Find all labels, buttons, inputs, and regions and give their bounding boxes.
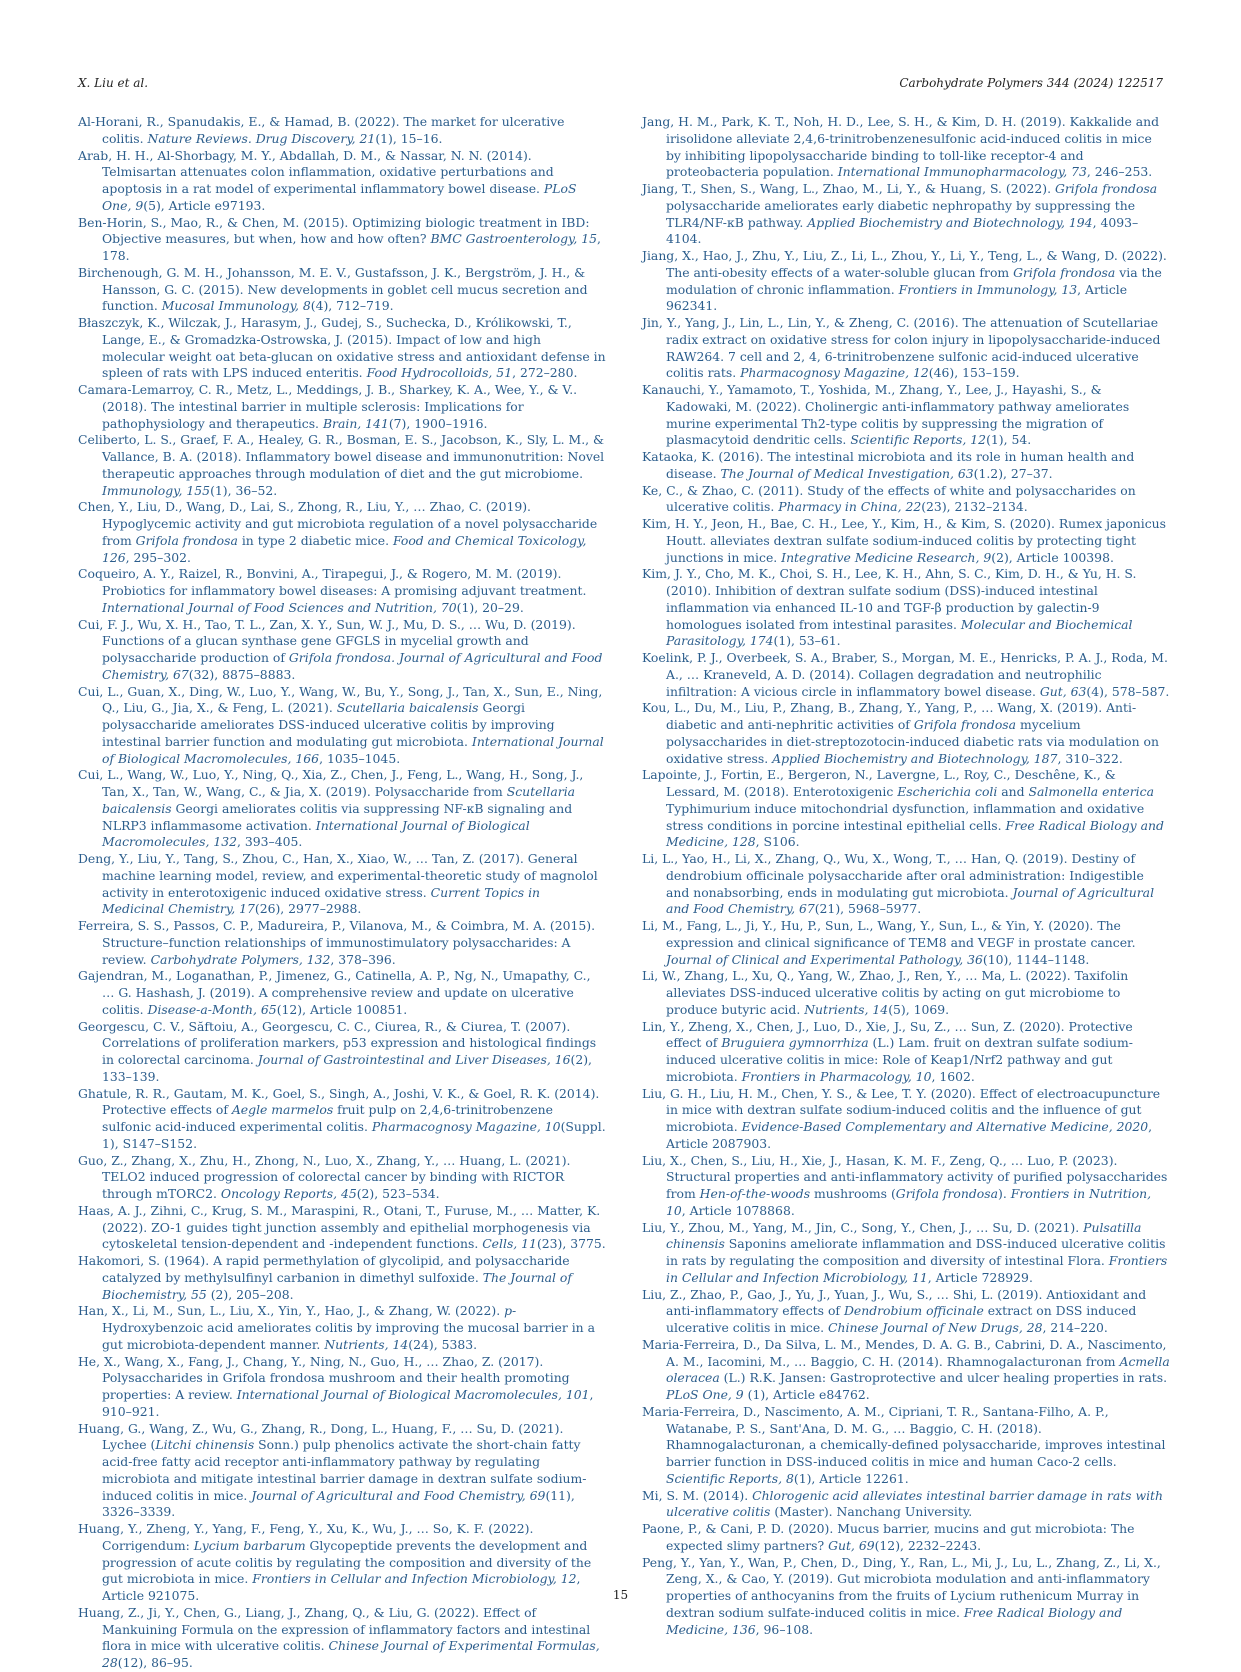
reference-text: Liu, Z., Zhao, P., Gao, J., Yu, J., Yuan, J., Wu, S., … Shi, L. (2019). Antioxidant and anti-inflammatory effects of — [642, 1286, 1147, 1319]
reference-text: (1), 20–29. — [456, 599, 524, 615]
reference-text: and — [997, 784, 1029, 799]
references-column-right — [642, 114, 1170, 1638]
reference-italic-text: Pharmacognosy Magazine, 12 — [740, 365, 929, 381]
reference-text: Ghatule, R. R., Gautam, M. K., Goel, S., Singh, A., Joshi, V. K., & Goel, R. K. (2014). Protective effects of — [78, 1085, 600, 1118]
reference-text: (26), 2977–2988. — [254, 901, 362, 917]
reference-text: (1), 54. — [986, 432, 1032, 448]
reference-entry — [642, 1019, 1170, 1086]
reference-italic-text: PLoS One, 9 — [666, 1387, 744, 1402]
reference-text: Cui, L., Guan, X., Ding, W., Luo, Y., Wang, W., Bu, Y., Song, J., Tan, X., Sun, E., Ning, Q., Liu, G., Jia, X., & Feng, L. (2021). — [78, 683, 603, 716]
reference-entry — [78, 1153, 606, 1203]
reference-entry — [642, 516, 1170, 566]
reference-entry — [78, 432, 606, 499]
reference-entry — [78, 851, 606, 918]
reference-italic-text: Food Hydrocolloids, 51 — [366, 365, 513, 381]
reference-text: (12), 86–95. — [117, 1655, 193, 1670]
reference-italic-text: Scutellaria baicalensis — [102, 784, 576, 816]
reference-entry — [78, 499, 606, 566]
reference-text: Al-Horani, R., Spanudakis, E., & Hamad, B. (2022). The market for ulcerative colitis. — [78, 114, 565, 146]
reference-entry — [642, 1220, 1170, 1287]
reference-text: (2), 205–208. — [206, 1286, 294, 1302]
reference-text: Kanauchi, Y., Yamamoto, T., Yoshida, M., Zhang, Y., Lee, J., Hayashi, S., & Kadowaki, M. (2022). Cholinergic anti-inflammatory pathway ameliorates murine experimental Th2-type colitis by suppressing the migration of plasmacytoid dendritic cells. — [642, 382, 1130, 448]
reference-text: Gajendran, M., Loganathan, P., Jimenez, G., Catinella, A. P., Ng, N., Umapathy, C., … G. Hashash, J. (2019). A comprehensive review and update on ulcerative colitis. — [78, 968, 591, 1017]
reference-text: He, X., Wang, X., Fang, J., Chang, Y., Ning, N., Guo, H., … Zhao, Z. (2017). Polysaccharides in Grifola frondosa mushroom and their health promoting properties: A review. — [78, 1353, 570, 1402]
reference-italic-text: Acmella oleracea — [666, 1353, 1170, 1386]
reference-entry — [642, 566, 1170, 650]
reference-text: , 910–921. — [102, 1387, 594, 1419]
reference-text: , Article 1078868. — [681, 1202, 795, 1218]
reference-italic-text: International Journal of Biological Macromolecules, 166 — [102, 733, 604, 766]
reference-italic-text: Grifola frondosa — [1013, 264, 1116, 280]
reference-entry — [642, 248, 1170, 315]
reference-italic-text: The Journal of Medical Investigation, 63 — [720, 465, 974, 481]
reference-italic-text: Grifola frondosa — [913, 717, 1017, 732]
reference-text: Typhimurium induce mitochondrial dysfunction, inflammation and oxidative stress conditions in porcine intestinal epithelial cells. — [666, 800, 1145, 833]
reference-text: , Article 728929. — [927, 1269, 1033, 1285]
reference-entry — [642, 382, 1170, 449]
reference-text: Chen, Y., Liu, D., Wang, D., Lai, S., Zhong, R., Liu, Y., … Zhao, C. (2019). Hypoglycemic activity and gut microbiota regulation of a novel polysaccharide from — [78, 499, 598, 548]
reference-text: (5), Article e97193. — [143, 197, 266, 213]
reference-text: Haas, A. J., Zihni, C., Krug, S. M., Maraspini, R., Otani, T., Furuse, M., … Matter, K. (2022). ZO-1 guides tight junction assembly and epithelial morphogenesis via cytoskeletal tension-dependent and -independent functions. — [78, 1202, 601, 1252]
reference-italic-text: International Journal of Food Sciences and Nutrition, 70 — [102, 599, 457, 615]
reference-italic-text: Pharmacognosy Magazine, 10 — [371, 1119, 561, 1134]
reference-italic-text: Gut, 63 — [1039, 683, 1087, 699]
reference-text: (5), 1069. — [888, 1001, 950, 1017]
reference-text: Mi, S. M. (2014). — [642, 1487, 753, 1503]
reference-text: Hakomori, S. (1964). A rapid permethylation of glycolipid, and polysaccharide catalyzed by methylsulfinyl carbanion in dimethyl sulfoxide. — [78, 1253, 570, 1285]
reference-text: polysaccharide ameliorates early diabetic nephropathy by suppressing the TLR4/NF-κB pathway. — [666, 197, 1136, 230]
reference-text: , 272–280. — [512, 365, 578, 381]
reference-entry — [642, 1337, 1170, 1404]
reference-text: Paone, P., & Cani, P. D. (2020). Mucus barrier, mucins and gut microbiota: The expected slimy partners? — [642, 1521, 1135, 1553]
reference-italic-text: Carbohydrate Polymers, 132 — [150, 951, 331, 967]
reference-entry — [78, 767, 606, 851]
reference-text: , 178. — [102, 231, 601, 263]
reference-text: Koelink, P. J., Overbeek, S. A., Braber, S., Morgan, M. E., Henricks, P. A. J., Roda, M. A., … Kraneveld, A. D. (2014). Collagen degradation and neutrophilic infiltration: A vicious circle in inflammatory bowel disease. — [642, 650, 1168, 699]
reference-text: Birchenough, G. M. H., Johansson, M. E. V., Gustafsson, J. K., Bergström, J. H., & Hansson, G. C. (2015). New developments in goblet cell mucus secretion and function. — [78, 264, 588, 314]
reference-entry — [78, 566, 606, 616]
reference-entry — [642, 851, 1170, 918]
reference-italic-text: BMC Gastroenterology, 15 — [430, 231, 598, 247]
reference-text: (2), 133–139. — [102, 1052, 592, 1084]
reference-entry — [78, 1354, 606, 1421]
reference-text: , 4093–4104. — [666, 214, 1139, 247]
reference-entry — [78, 968, 606, 1018]
reference-entry — [78, 1086, 606, 1153]
reference-text: Saponins ameliorate inflammation and DSS-induced ulcerative colitis in rats by regulating the composition and diversity of intestinal Flora. — [666, 1236, 1166, 1268]
reference-text: Huang, Y., Zheng, Y., Yang, F., Feng, Y., Xu, K., Wu, J., … So, K. F. (2022). Corrigendum: — [78, 1521, 534, 1553]
reference-text: mushrooms ( — [810, 1186, 896, 1201]
reference-entry — [78, 617, 606, 684]
reference-text: (10), 1144–1148. — [982, 951, 1090, 967]
reference-italic-text: Salmonella enterica — [1028, 784, 1154, 799]
reference-italic-text: Dendrobium officinale — [843, 1303, 984, 1319]
reference-text: Glycopeptide prevents the development and progression of acute colitis by regulating the composition and diversity of the gut microbiota in mice. — [102, 1537, 592, 1587]
reference-italic-text: Brain, 141 — [322, 415, 389, 431]
reference-italic-text: Litchi chinensis — [155, 1437, 255, 1453]
reference-text: (12), 2232–2243. — [874, 1537, 982, 1553]
reference-entry — [78, 1253, 606, 1303]
reference-text: (24), 5383. — [408, 1336, 478, 1352]
reference-text: (23), 3775. — [536, 1236, 606, 1252]
reference-text: Jiang, X., Hao, J., Zhu, Y., Liu, Z., Li, L., Zhou, Y., Li, Y., Teng, L., & Wang, D. (2022). The anti-obesity effects of a water-soluble glucan from — [642, 248, 1167, 280]
reference-italic-text: Integrative Medicine Research, 9 — [781, 549, 992, 565]
reference-text: Cui, L., Wang, W., Luo, Y., Ning, Q., Xia, Z., Chen, J., Feng, L., Wang, H., Song, J., Tan, X., Tan, W., Wang, C., & Jia, X. (2019). Polysaccharide from — [78, 767, 584, 799]
reference-text: Ben-Horin, S., Mao, R., & Chen, M. (2015). Optimizing biologic treatment in IBD: Objective measures, but when, how and how often? — [78, 214, 590, 247]
reference-text: Huang, G., Wang, Z., Wu, G., Zhang, R., Dong, L., Huang, F., … Su, D. (2021). Lychee ( — [78, 1420, 564, 1453]
reference-text: Arab, H. H., Al-Shorbagy, M. Y., Abdallah, D. M., & Nassar, N. N. (2014). Telmisartan attenuates colon inflammation, oxidative perturbations and apoptosis in a rat model of experimental inflammatory bowel disease. — [78, 147, 554, 196]
reference-italic-text: Journal of Agricultural and Food Chemistry, 67 — [666, 884, 1155, 917]
reference-italic-text: Escherichia coli — [897, 784, 998, 799]
reference-italic-text: Journal of Clinical and Experimental Pathology, 36 — [666, 951, 983, 967]
reference-entry — [642, 114, 1170, 181]
reference-italic-text: Molecular and Biochemical Parasitology, 174 — [666, 616, 1133, 649]
reference-text: , 246–253. — [1086, 164, 1153, 180]
reference-italic-text: Nature Reviews. Drug Discovery, 21 — [147, 130, 376, 146]
reference-text: Coqueiro, A. Y., Raizel, R., Bonvini, A., Tirapegui, J., & Rogero, M. M. (2019). Probiotics for inflammatory bowel diseases: A promising adjuvant treatment. — [78, 566, 587, 598]
reference-text: , Article 2087903. — [666, 1119, 1153, 1151]
reference-italic-text: Gut, 69 — [828, 1537, 875, 1553]
reference-text: fruit pulp on 2,4,6-trinitrobenzene sulfonic acid-induced experimental colitis. — [102, 1102, 553, 1134]
reference-text: (11), 3326–3339. — [102, 1487, 575, 1520]
reference-italic-text: Lycium barbarum — [193, 1537, 306, 1553]
reference-italic-text: Pulsatilla chinensis — [666, 1219, 1142, 1252]
reference-text: (1.2), 27–37. — [973, 465, 1053, 481]
reference-text: , 295–302. — [125, 549, 191, 565]
reference-entry — [642, 315, 1170, 382]
reference-text: , 378–396. — [330, 951, 396, 967]
reference-text: , 310–322. — [1057, 750, 1123, 766]
reference-italic-text: Cells, 11 — [482, 1236, 537, 1252]
reference-italic-text: The Journal of Biochemistry, 55 — [102, 1269, 572, 1302]
reference-text: Maria-Ferreira, D., Nascimento, A. M., Cipriani, T. R., Santana-Filho, A. P., Watanabe, P. S., Sant'Ana, D. M. G., … Baggio, C. H. (2018). Rhamnogalacturonan, a chemically-defined polysaccharide, improves intestinal barrier function in DSS-induced colitis in mice and human Caco-2 cells. — [642, 1403, 1166, 1469]
reference-entry — [642, 1086, 1170, 1153]
reference-text: Ke, C., & Zhao, C. (2011). Study of the effects of white and polysaccharides on ulcerative colitis. — [642, 482, 1136, 515]
reference-entry — [642, 1153, 1170, 1220]
reference-text: Kataoka, K. (2016). The intestinal microbiota and its role in human health and disease. — [642, 449, 1135, 481]
reference-italic-text: International Journal of Biological Macromolecules, 101 — [236, 1387, 590, 1402]
reference-entry — [642, 1404, 1170, 1488]
reference-text: Georgi polysaccharide ameliorates DSS-induced ulcerative colitis by improving intestinal barrier function and modulating gut microbiota. — [102, 700, 555, 749]
reference-text: (1), Article 12261. — [793, 1470, 909, 1486]
reference-entry — [642, 700, 1170, 767]
reference-text: Peng, Y., Yan, Y., Wan, P., Chen, D., Ding, Y., Ran, L., Mi, J., Lu, L., Zhang, Z., Li, X., Zeng, X., & Cao, Y. (2019). Gut microbiota modulation and anti-inflammatory properties of anthocyanins from the fruits of Lycium ruthenicum Murray in dextran sodium sulfate-induced colitis in mice. — [642, 1554, 1161, 1620]
reference-italic-text: Chlorogenic acid alleviates intestinal barrier damage in rats with ulcerative colitis — [666, 1487, 1164, 1520]
reference-italic-text: Grifola frondosa — [895, 1186, 999, 1201]
reference-entry — [642, 181, 1170, 248]
reference-entry — [78, 148, 606, 215]
references-column-left — [78, 114, 606, 1672]
reference-italic-text: Disease-a-Month, 65 — [147, 1001, 277, 1017]
reference-entry — [78, 215, 606, 265]
reference-italic-text: Scutellaria baicalensis — [336, 700, 479, 716]
reference-text: Liu, G. H., Liu, H. M., Chen, Y. S., & Lee, T. Y. (2020). Effect of electroacupuncture in mice with dextran sulfate sodium-induced colitis and the influence of gut microbiota. — [642, 1085, 1161, 1134]
reference-italic-text: Grifola frondosa. Journal of Agricultural and Food Chemistry, 67 — [102, 650, 603, 682]
reference-text: Jang, H. M., Park, K. T., Noh, H. D., Lee, S. H., & Kim, D. H. (2019). Kakkalide and irisolidone alleviate 2,4,6-trinitrobenzenesulfonic acid-induced colitis in mice by inhibiting lipopolysaccharide binding to toll-like receptor-4 and proteobacteria population. — [642, 114, 1160, 180]
reference-entry — [78, 265, 606, 315]
reference-entry — [78, 1605, 606, 1672]
reference-entry — [642, 968, 1170, 1018]
reference-text: (21), 5968–5977. — [814, 901, 922, 917]
reference-italic-text: Frontiers in Cellular and Infection Microbiology, 11 — [666, 1253, 1168, 1285]
reference-italic-text: Scientific Reports, 12 — [850, 432, 987, 448]
reference-text: extract on DSS induced ulcerative colitis in mice. — [666, 1303, 1137, 1335]
reference-text: Georgi ameliorates colitis via suppressing NF-κB signaling and NLRP3 inflammasome activation. — [102, 800, 573, 833]
reference-italic-text: Grifola frondosa — [135, 532, 238, 548]
reference-text: (7), 1900–1916. — [388, 415, 488, 431]
reference-text: -Hydroxybenzoic acid ameliorates colitis by improving the mucosal barrier in a gut microbiota-dependent manner. — [102, 1303, 595, 1352]
reference-text: (12), Article 100851. — [276, 1001, 408, 1017]
reference-text: (1), 15–16. — [375, 130, 443, 146]
reference-entry — [78, 1019, 606, 1086]
reference-entry — [78, 1303, 606, 1353]
reference-text: , 393–405. — [237, 834, 303, 850]
reference-text: Jiang, T., Shen, S., Wang, L., Zhao, M., Li, Y., & Huang, S. (2022). — [642, 181, 1055, 196]
reference-text: (1), 53–61. — [773, 633, 841, 649]
reference-italic-text: Scientific Reports, 8 — [666, 1470, 794, 1486]
reference-text: Ferreira, S. S., Passos, C. P., Madureira, P., Vilanova, M., & Coimbra, M. A. (2015). Structure–function relationships of immunostimulatory polysaccharides: A review. — [78, 918, 596, 967]
reference-entry — [642, 1287, 1170, 1337]
reference-text: via the modulation of chronic inflammation. — [666, 264, 1162, 297]
reference-italic-text: Nutrients, 14 — [804, 1001, 889, 1017]
reference-entry — [78, 684, 606, 768]
reference-italic-text: Nutrients, 14 — [324, 1336, 409, 1352]
reference-italic-text: Immunology, 155 — [102, 482, 211, 498]
reference-text: , Article 921075. — [102, 1571, 581, 1603]
reference-text: in type 2 diabetic mice. — [237, 532, 393, 548]
reference-text: , S106. — [755, 834, 800, 850]
reference-text: (4), 578–587. — [1086, 683, 1170, 699]
reference-italic-text: Bruguiera gymnorrhiza — [721, 1035, 869, 1051]
reference-text: (1), Article e84762. — [743, 1387, 870, 1402]
reference-text: (L.) Lam. fruit on dextran sulfate sodium-induced ulcerative colitis in mice: Role of Keap1/Nrf2 pathway and gut microbiota. — [666, 1035, 1133, 1084]
reference-text: Sonn.) pulp phenolics activate the short-chain fatty acid-free fatty acid receptor anti-inflammatory pathway by regulating microbiota and mitigate intestinal barrier damage in dextran sulfate sodium-induced colitis in mice. — [102, 1437, 587, 1503]
reference-text: (46), 153–159. — [928, 365, 1020, 381]
reference-entry — [642, 918, 1170, 968]
reference-text: Błaszczyk, K., Wilczak, J., Harasym, J., Gudej, S., Suchecka, D., Królikowski, T., Lange, E., & Gromadzka-Ostrowska, J. (2015). Impact of low and high molecular weight oat beta-glucan on oxidative stress and antioxidant defense in spleen of rats with LPS induced enteritis. — [78, 315, 606, 381]
reference-text: Maria-Ferreira, D., Da Silva, L. M., Mendes, D. A. G. B., Cabrini, D. A., Nascimento, A. M., Iacomini, M., … Baggio, C. H. (2014). Rhamnogalacturonan from — [642, 1336, 1167, 1369]
reference-text: Celiberto, L. S., Graef, F. A., Healey, G. R., Bosman, E. S., Jacobson, K., Sly, L. M., & Vallance, B. A. (2018). Inflammatory bowel disease and immunonutrition: Novel therapeutic approaches through modulation of diet and the gut microbiome. — [78, 432, 605, 481]
reference-text: (Suppl. 1), S147–S152. — [102, 1119, 606, 1151]
reference-italic-text: Grifola frondosa — [1054, 181, 1158, 196]
reference-italic-text: Frontiers in Nutrition, 10 — [666, 1186, 1152, 1218]
reference-italic-text: Evidence-Based Complementary and Alternative Medicine, 2020 — [741, 1119, 1149, 1134]
reference-italic-text: Free Radical Biology and Medicine, 128 — [666, 817, 1164, 850]
reference-text: Guo, Z., Zhang, X., Zhu, H., Zhong, N., Luo, X., Zhang, Y., … Huang, L. (2021). TELO2 induced progression of colorectal cancer by binding with RICTOR through mTORC2. — [78, 1152, 571, 1201]
reference-text: Liu, X., Chen, S., Liu, H., Xie, J., Hasan, K. M. F., Zeng, Q., … Luo, P. (2023). Structural properties and anti-inflammatory activity of purified polysaccharides from — [642, 1152, 1168, 1201]
reference-italic-text: International Journal of Biological Macromolecules, 132 — [102, 817, 530, 850]
reference-text: Li, L., Yao, H., Li, X., Zhang, Q., Wu, X., Wong, T., … Han, Q. (2019). Destiny of dendrobium officinale polysaccharide after oral administration: Indigestible and nonabsorbing, ends in modulating gut microbiota. — [642, 851, 1144, 900]
reference-text: (L.) R.K. Jansen: Gastroprotective and ulcer healing properties in rats. — [719, 1370, 1168, 1386]
reference-entry — [642, 483, 1170, 517]
reference-text: Kim, J. Y., Cho, M. K., Choi, S. H., Lee, K. H., Ahn, S. C., Kim, D. H., & Yu, H. S. (2010). Inhibition of dextran sulfate sodium (DSS)-induced intestinal inflammation via enhanced IL-10 and TGF-β production by galectin-9 homologues isolated from intestinal parasites. — [642, 566, 1137, 632]
reference-text: (1), 36–52. — [210, 482, 278, 498]
reference-italic-text: International Immunopharmacology, 73 — [837, 164, 1087, 180]
reference-text: Deng, Y., Liu, Y., Tang, S., Zhou, C., Han, X., Xiao, W., … Tan, Z. (2017). General machine learning model, review, and experimental-theoretic study of magnolol activity in enterotoxigenic induced oxidative stress. — [78, 851, 598, 900]
reference-text: Cui, F. J., Wu, X. H., Tao, T. L., Zan, X. Y., Sun, W. J., Mu, D. S., … Wu, D. (2019). Functions of a glucan synthase gene GFGLS in mycelial growth and polysaccharide production of — [78, 616, 576, 665]
reference-italic-text: Aegle marmelos — [231, 1102, 334, 1118]
reference-text: (4), 712–719. — [310, 298, 394, 314]
reference-italic-text: Oncology Reports, 45 — [220, 1186, 357, 1201]
reference-entry — [78, 1421, 606, 1522]
reference-italic-text: Chinese Journal of Experimental Formulas, 28 — [102, 1638, 600, 1670]
reference-italic-text: Free Radical Biology and Medicine, 136 — [666, 1604, 1123, 1637]
reference-italic-text: Applied Biochemistry and Biotechnology, 194 — [807, 214, 1093, 230]
reference-italic-text: Mucosal Immunology, 8 — [161, 298, 311, 314]
reference-entry — [642, 650, 1170, 700]
running-header-authors: X. Liu et al. — [78, 76, 149, 90]
reference-text: (23), 2132–2134. — [921, 499, 1028, 515]
reference-text: Kou, L., Du, M., Liu, P., Zhang, B., Zhang, Y., Yang, P., … Wang, X. (2019). Anti-diabetic and anti-nephritic activities of — [642, 700, 1137, 732]
reference-italic-text: PLoS One, 9 — [102, 181, 577, 213]
reference-italic-text: Current Topics in Medicinal Chemistry, 17 — [102, 884, 541, 917]
reference-text: (2), Article 100398. — [991, 549, 1114, 565]
reference-text: Georgescu, C. V., Săftoiu, A., Georgescu, C. C., Ciurea, R., & Ciurea, T. (2007). Correlations of proliferation markers, p53 expression and histological findings in colorectal carcinoma. — [78, 1018, 597, 1067]
page-number: 15 — [612, 1588, 629, 1602]
reference-text: , 1035–1045. — [319, 750, 401, 766]
reference-entry — [78, 918, 606, 968]
reference-text: Li, W., Zhang, L., Xu, Q., Yang, W., Zhao, J., Ren, Y., … Ma, L. (2022). Taxifolin alleviates DSS-induced ulcerative colitis by acting on gut microbiome to produce butyric acid. — [642, 968, 1129, 1017]
reference-italic-text: Journal of Agricultural and Food Chemistry, 69 — [251, 1487, 546, 1503]
reference-italic-text: Pharmacy in China, 22 — [778, 499, 922, 515]
reference-italic-text: Frontiers in Pharmacology, 10 — [741, 1068, 932, 1084]
reference-italic-text: Chinese Journal of New Drugs, 28 — [828, 1320, 1043, 1335]
reference-text: Liu, Y., Zhou, M., Yang, M., Jin, C., Song, Y., Chen, J., … Su, D. (2021). — [642, 1219, 1084, 1235]
reference-text: , 1602. — [931, 1068, 975, 1084]
reference-text: Kim, H. Y., Jeon, H., Bae, C. H., Lee, Y., Kim, H., & Kim, S. (2020). Rumex japonicus Houtt. alleviates dextran sulfate sodium-induced colitis by protecting tight junctions in mice. — [642, 516, 1167, 565]
reference-text: (Master). Nanchang University. — [770, 1504, 973, 1520]
reference-entry — [642, 767, 1170, 851]
reference-text: Camara-Lemarroy, C. R., Metz, L., Meddings, J. B., Sharkey, K. A., Wee, Y., & V.. (2018). The intestinal barrier in multiple sclerosis: Implications for pathophysiology and therapeutics. — [78, 382, 578, 431]
reference-text: (2), 523–534. — [356, 1186, 440, 1201]
reference-entry — [642, 1488, 1170, 1522]
reference-text: Huang, Z., Ji, Y., Chen, G., Liang, J., Zhang, Q., & Liu, G. (2022). Effect of Mankuining Formula on the expression of inflammatory factors and intestinal flora in mice with ulcerative colitis. — [78, 1604, 591, 1654]
reference-italic-text: p — [504, 1303, 513, 1319]
reference-italic-text: Frontiers in Immunology, 13 — [898, 281, 1078, 297]
reference-text: ). — [998, 1186, 1011, 1201]
reference-entry — [78, 1203, 606, 1253]
reference-text: Li, M., Fang, L., Ji, Y., Hu, P., Sun, L., Wang, Y., Sun, L., & Yin, Y. (2020). The expression and clinical significance of TEM8 and VEGF in prostate cancer. — [642, 918, 1136, 950]
reference-text: Lapointe, J., Fortin, E., Bergeron, N., Lavergne, L., Roy, C., Deschêne, K., & Lessard, M. (2018). Enterotoxigenic — [642, 767, 1116, 799]
reference-text: (32), 8875–8883. — [188, 666, 296, 682]
reference-entry — [78, 114, 606, 148]
running-header-journal: Carbohydrate Polymers 344 (2024) 122517 — [899, 76, 1163, 90]
reference-entry — [78, 315, 606, 382]
reference-text: , Article 962341. — [666, 281, 1128, 314]
reference-text: Lin, Y., Zheng, X., Chen, J., Luo, D., Xie, J., Su, Z., … Sun, Z. (2020). Protective effect of — [642, 1018, 1133, 1051]
reference-entry — [642, 1521, 1170, 1555]
reference-italic-text: Frontiers in Cellular and Infection Microbiology, 12 — [252, 1571, 577, 1587]
reference-text: , 96–108. — [755, 1621, 814, 1637]
reference-entry — [642, 449, 1170, 483]
reference-text: mycelium polysaccharides in diet-streptozotocin-induced diabetic rats via modulation on oxidative stress. — [666, 717, 1159, 766]
reference-text: , 214–220. — [1042, 1320, 1108, 1335]
reference-italic-text: Hen-of-the-woods — [699, 1186, 811, 1201]
reference-text: Jin, Y., Yang, J., Lin, L., Lin, Y., & Zheng, C. (2016). The attenuation of Scutellariae radix extract on oxidative stress for colon injury in lipopolysaccharide-induced RAW264. 7 cell and 2, 4, 6-trinitrobenzene sulfonic acid-induced ulcerative colitis rats. — [642, 315, 1161, 381]
reference-italic-text: Applied Biochemistry and Biotechnology, 187 — [772, 750, 1058, 766]
reference-text: Han, X., Li, M., Sun, L., Liu, X., Yin, Y., Hao, J., & Zhang, W. (2022). — [78, 1303, 505, 1319]
reference-italic-text: Food and Chemical Toxicology, 126 — [102, 532, 587, 565]
reference-italic-text: Journal of Gastrointestinal and Liver Diseases, 16 — [257, 1052, 571, 1067]
reference-entry — [78, 382, 606, 432]
